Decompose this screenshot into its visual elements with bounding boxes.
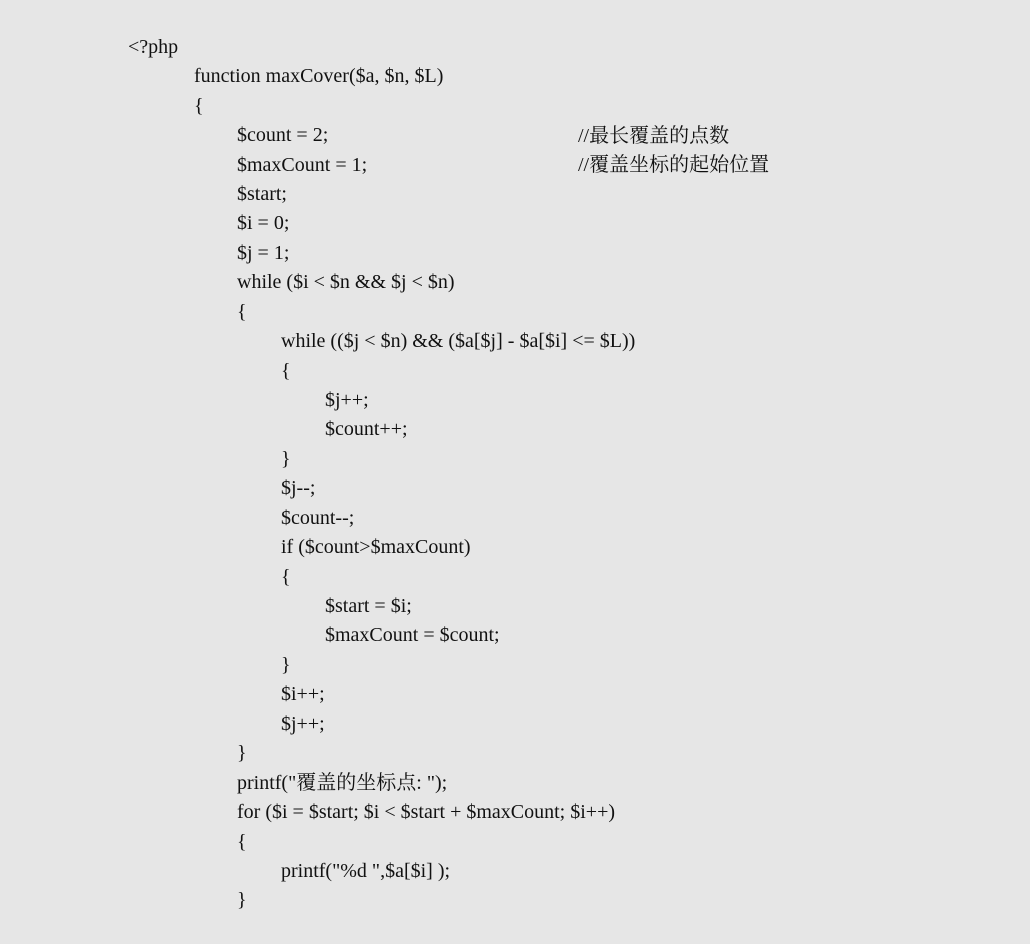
code-line-4 bbox=[217, 92, 329, 146]
code-text: $j--; bbox=[281, 477, 316, 499]
code-line-23 bbox=[261, 651, 325, 705]
code-line-9 bbox=[217, 239, 455, 293]
code-line-6 bbox=[217, 151, 1029, 205]
code-text: $maxCount = $count; bbox=[325, 624, 500, 646]
code-text: $j = 1; bbox=[237, 242, 290, 264]
code-text: $start = $i; bbox=[325, 595, 412, 617]
code-line-2 bbox=[174, 33, 444, 87]
code-line-27 bbox=[217, 769, 616, 823]
code-line-18 bbox=[261, 504, 471, 558]
code-text: $maxCount = 1; bbox=[237, 154, 368, 176]
code-line-10 bbox=[217, 269, 247, 323]
code-line-22 bbox=[261, 622, 291, 676]
code-line-21 bbox=[305, 592, 500, 646]
code-text: $j++; bbox=[325, 389, 369, 411]
code-line-13 bbox=[305, 357, 369, 411]
code-line-28 bbox=[217, 799, 247, 853]
code-text: } bbox=[281, 654, 291, 676]
code-text: $count++; bbox=[325, 418, 408, 440]
code-text: <?php bbox=[128, 36, 179, 58]
code-text: $i++; bbox=[281, 683, 325, 705]
code-line-29 bbox=[261, 828, 451, 882]
code-text: } bbox=[281, 448, 291, 470]
code-text: if ($count>$maxCount) bbox=[281, 536, 471, 558]
code-line-11 bbox=[261, 298, 636, 352]
code-text: while ($i < $n && $j < $n) bbox=[237, 271, 455, 293]
code-text: { bbox=[237, 831, 247, 853]
code-line-17 bbox=[261, 475, 355, 529]
code-line-20 bbox=[305, 563, 412, 617]
code-line-19 bbox=[261, 534, 291, 588]
code-line-3 bbox=[174, 63, 204, 117]
code-comment: //覆盖坐标的起始位置 bbox=[578, 154, 770, 176]
code-line-7 bbox=[217, 180, 290, 234]
code-text: printf("覆盖的坐标点: "); bbox=[237, 772, 448, 794]
code-text: { bbox=[194, 95, 204, 117]
code-line-26 bbox=[217, 740, 448, 794]
code-text: $count = 2; bbox=[237, 124, 329, 146]
code-text: $start; bbox=[237, 183, 287, 205]
code-text: } bbox=[237, 742, 247, 764]
code-line-15 bbox=[261, 416, 291, 470]
code-text: printf("%d ",$a[$i] ); bbox=[281, 860, 451, 882]
code-line-12 bbox=[261, 328, 291, 382]
code-text: { bbox=[237, 301, 247, 323]
code-line-14 bbox=[305, 386, 408, 440]
code-text: $j++; bbox=[281, 713, 325, 735]
code-line-1 bbox=[108, 4, 179, 58]
code-line-24 bbox=[261, 681, 325, 735]
code-line-30 bbox=[217, 857, 247, 911]
code-text: { bbox=[281, 360, 291, 382]
code-text: } bbox=[237, 889, 247, 911]
code-text: $i = 0; bbox=[237, 212, 290, 234]
code-text: for ($i = $start; $i < $start + $maxCount; $i++) bbox=[237, 801, 616, 823]
code-text: while (($j < $n) && ($a[$j] - $a[$i] <= $L)) bbox=[281, 330, 636, 352]
code-line-25 bbox=[217, 710, 247, 764]
code-text: function maxCover($a, $n, $L) bbox=[194, 65, 444, 87]
code-text: { bbox=[281, 566, 291, 588]
code-comment: //最长覆盖的点数 bbox=[578, 125, 730, 147]
code-line-16 bbox=[261, 445, 316, 499]
code-line-8 bbox=[217, 210, 290, 264]
code-text: $count--; bbox=[281, 507, 355, 529]
